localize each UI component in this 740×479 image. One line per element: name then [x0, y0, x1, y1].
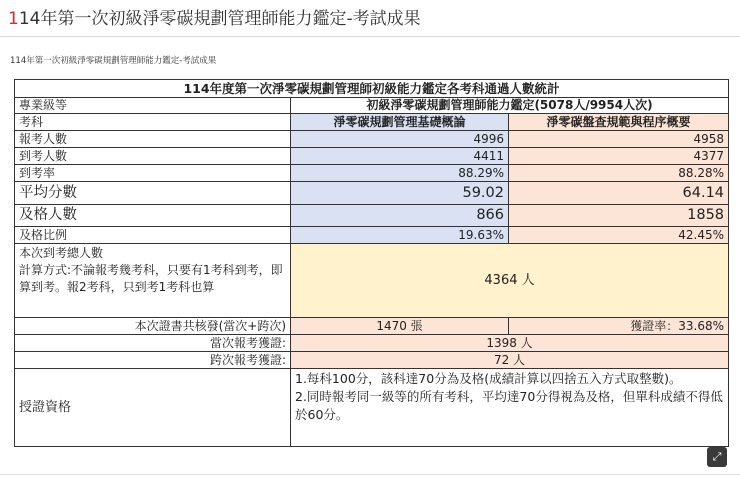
- subject-2-header: 淨零碳盤查規範與程序概要: [509, 114, 729, 131]
- row-label: 到考率: [15, 165, 291, 182]
- row-value-subject-2: 64.14: [509, 182, 729, 205]
- current-session-label: 當次報考獲證:: [15, 335, 291, 352]
- row-value-subject-1: 4411: [291, 148, 509, 165]
- row-value-subject-1: 866: [291, 205, 509, 227]
- table-row: [15, 131, 729, 148]
- page-title: 114年第一次初級淨零碳規劃管理師能力鑑定-考試成果: [8, 9, 421, 29]
- level-value: 初級淨零碳規劃管理師能力鑑定(5078人/9954人次): [291, 98, 729, 114]
- row-label: 及格人數: [15, 205, 291, 227]
- certificate-rate: 獲證率：33.68%: [509, 318, 729, 335]
- row-label: 報考人數: [15, 131, 291, 148]
- row-label: 到考人數: [15, 148, 291, 165]
- table-row: [15, 227, 729, 244]
- table-row: [15, 148, 729, 165]
- certificate-label: 本次證書共核發(當次+跨次): [15, 318, 291, 335]
- qualification-rule-2: 2.同時報考同一級等的所有考科，平均達70分得視為及格，但單科成績不得低於60分。: [295, 389, 723, 422]
- table-row: [15, 205, 729, 227]
- row-value-subject-2: 88.28%: [509, 165, 729, 182]
- current-session-value: 1398 人: [291, 335, 729, 352]
- exam-statistics-table: [14, 79, 729, 447]
- subject-label: 考科: [15, 114, 291, 131]
- qualification-label: 授證資格: [15, 369, 291, 447]
- row-value-subject-1: 88.29%: [291, 165, 509, 182]
- row-value-subject-1: 4996: [291, 131, 509, 148]
- cross-session-value: 72 人: [291, 352, 729, 369]
- row-value-subject-2: 4958: [509, 131, 729, 148]
- total-attendance-label: 本次到考總人數 計算方式:不論報考幾考科，只要有1考科到考，即算到考。報2考科，只到考1考科也算: [15, 244, 291, 318]
- title-divider: [0, 36, 740, 37]
- row-value-subject-1: 19.63%: [291, 227, 509, 244]
- row-value-subject-1: 59.02: [291, 182, 509, 205]
- row-value-subject-2: 42.45%: [509, 227, 729, 244]
- row-label: 平均分數: [15, 182, 291, 205]
- certificate-count: 1470 張: [291, 318, 509, 335]
- qualification-text: [291, 369, 729, 447]
- table-row: [15, 182, 729, 205]
- expand-arrows-icon[interactable]: ⤢: [707, 447, 727, 467]
- total-attendance-value: 4364 人: [291, 244, 729, 318]
- qualification-rule-1: 1.每科100分，該科達70分為及格(成績計算以四捨五入方式取整數)。: [295, 371, 682, 386]
- table-row: [15, 165, 729, 182]
- row-label: 及格比例: [15, 227, 291, 244]
- breadcrumb: 114年第一次初級淨零碳規劃管理師能力鑑定-考試成果: [10, 56, 217, 66]
- table-title: 114年度第一次淨零碳規劃管理師初級能力鑑定各考科通過人數統計: [15, 80, 729, 98]
- subject-1-header: 淨零碳規劃管理基礎概論: [291, 114, 509, 131]
- level-label: 專業級等: [15, 98, 291, 114]
- row-value-subject-2: 1858: [509, 205, 729, 227]
- row-value-subject-2: 4377: [509, 148, 729, 165]
- cross-session-label: 跨次報考獲證:: [15, 352, 291, 369]
- bottom-divider: [0, 474, 740, 475]
